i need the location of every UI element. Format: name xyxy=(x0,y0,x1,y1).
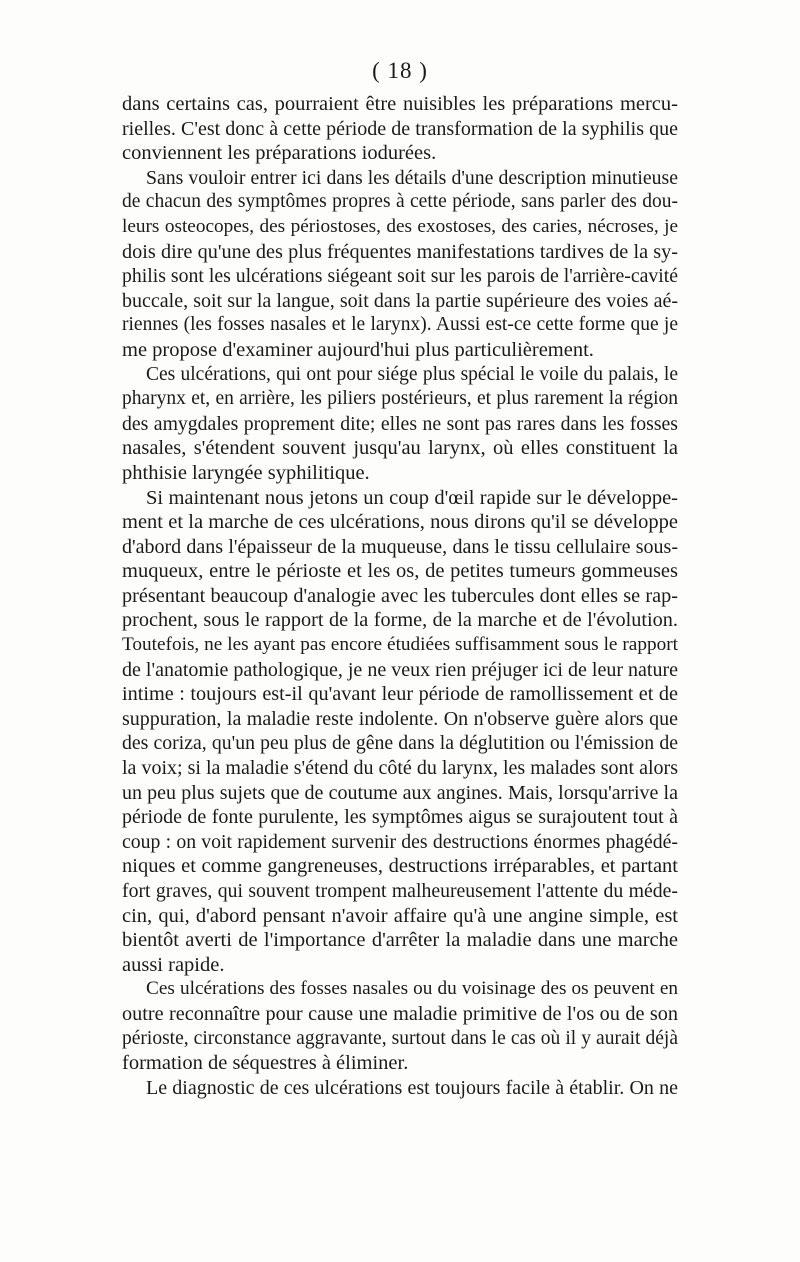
text-line: Si maintenant nous jetons un coup d'œil rapide sur le développe- xyxy=(146,486,678,509)
text-line: philis sont les ulcérations siégeant soit sur les parois de l'arrière-cavité xyxy=(122,265,678,288)
text-line: des coriza, qu'un peu plus de gêne dans la déglutition ou l'émission de xyxy=(122,732,678,755)
text-line: ment et la marche de ces ulcérations, nous dirons qu'il se développe xyxy=(122,511,678,534)
text-line: présentant beaucoup d'analogie avec les tubercules dont elles se rap- xyxy=(122,584,678,607)
text-line: de l'anatomie pathologique, je ne veux rien préjuger ici de leur nature xyxy=(122,658,678,681)
text-line: des amygdales proprement dite; elles ne sont pas rares dans les fosses xyxy=(122,412,678,435)
text-line: Toutefois, ne les ayant pas encore étudiées suffisamment sous le rapport xyxy=(122,634,678,656)
page-number: ( 18 ) xyxy=(372,58,428,83)
text-line: me propose d'examiner aujourd'hui plus particulièrement. xyxy=(122,338,594,361)
text-line: suppuration, la maladie reste indolente. On n'observe guère alors que xyxy=(122,707,678,730)
text-line: rielles. C'est donc à cette période de transformation de la syphilis que xyxy=(122,117,678,140)
text-line: conviennent les préparations iodurées. xyxy=(122,142,437,165)
text-line: phthisie laryngée syphilitique. xyxy=(122,461,370,484)
text-line: bientôt averti de l'importance d'arrêter la maladie dans une marche xyxy=(122,929,678,952)
text-line: riennes (les fosses nasales et le larynx). Aussi est-ce cette forme que je xyxy=(122,314,678,336)
text-line: leurs osteocopes, des périostoses, des exostoses, des caries, nécroses, je xyxy=(122,215,678,237)
text-line: prochent, sous le rapport de la forme, de la marche et de l'évolution. xyxy=(122,609,678,632)
text-line: un peu plus sujets que de coutume aux angines. Mais, lorsqu'arrive la xyxy=(122,781,678,804)
text-line: cin, qui, d'abord pensant n'avoir affaire qu'à une angine simple, est xyxy=(122,904,678,927)
text-line: niques et comme gangreneuses, destructions irréparables, et partant xyxy=(122,855,678,878)
text-line: nasales, s'étendent souvent jusqu'au larynx, où elles constituent la xyxy=(122,437,678,460)
text-line: aussi rapide. xyxy=(122,953,225,976)
text-line: Sans vouloir entrer ici dans les détails d'une description minutieuse xyxy=(146,166,678,189)
body-text xyxy=(122,92,678,1100)
text-line: période de fonte purulente, les symptômes aigus se surajoutent tout à xyxy=(122,806,678,829)
text-line: de chacun des symptômes propres à cette période, sans parler des dou- xyxy=(122,191,678,213)
text-line: fort graves, qui souvent trompent malheureusement l'attente du méde- xyxy=(122,880,678,902)
text-line: pharynx et, en arrière, les piliers postérieurs, et plus rarement la région xyxy=(122,388,678,410)
text-line: intime : toujours est-il qu'avant leur période de ramollissement et de xyxy=(122,683,678,706)
text-line: d'abord dans l'épaisseur de la muqueuse, dans le tissu cellulaire sous- xyxy=(122,535,678,558)
text-line: Ces ulcérations des fosses nasales ou du voisinage des os peuvent en xyxy=(146,978,678,1000)
text-line: formation de séquestres à éliminer. xyxy=(122,1052,409,1075)
text-line: muqueux, entre le périoste et les os, de petites tumeurs gommeuses xyxy=(122,560,678,583)
text-line: dois dire qu'une des plus fréquentes manifestations tardives de la sy- xyxy=(122,240,678,263)
text-line: outre reconnaître pour cause une maladie primitive de l'os ou de son xyxy=(122,1002,678,1025)
text-line: Ces ulcérations, qui ont pour siége plus spécial le voile du palais, le xyxy=(146,363,678,385)
text-line: périoste, circonstance aggravante, surtout dans le cas où il y aurait déjà xyxy=(122,1027,678,1049)
text-line: buccale, soit sur la langue, soit dans la partie supérieure des voies aé- xyxy=(122,289,678,312)
text-line: dans certains cas, pourraient être nuisibles les préparations mercu- xyxy=(122,93,678,115)
text-line: coup : on voit rapidement survenir des destructions énormes phagédé- xyxy=(122,830,678,853)
text-line: la voix; si la maladie s'étend du côté du larynx, les malades sont alors xyxy=(122,757,678,780)
text-line: Le diagnostic de ces ulcérations est toujours facile à établir. On ne xyxy=(146,1076,678,1099)
